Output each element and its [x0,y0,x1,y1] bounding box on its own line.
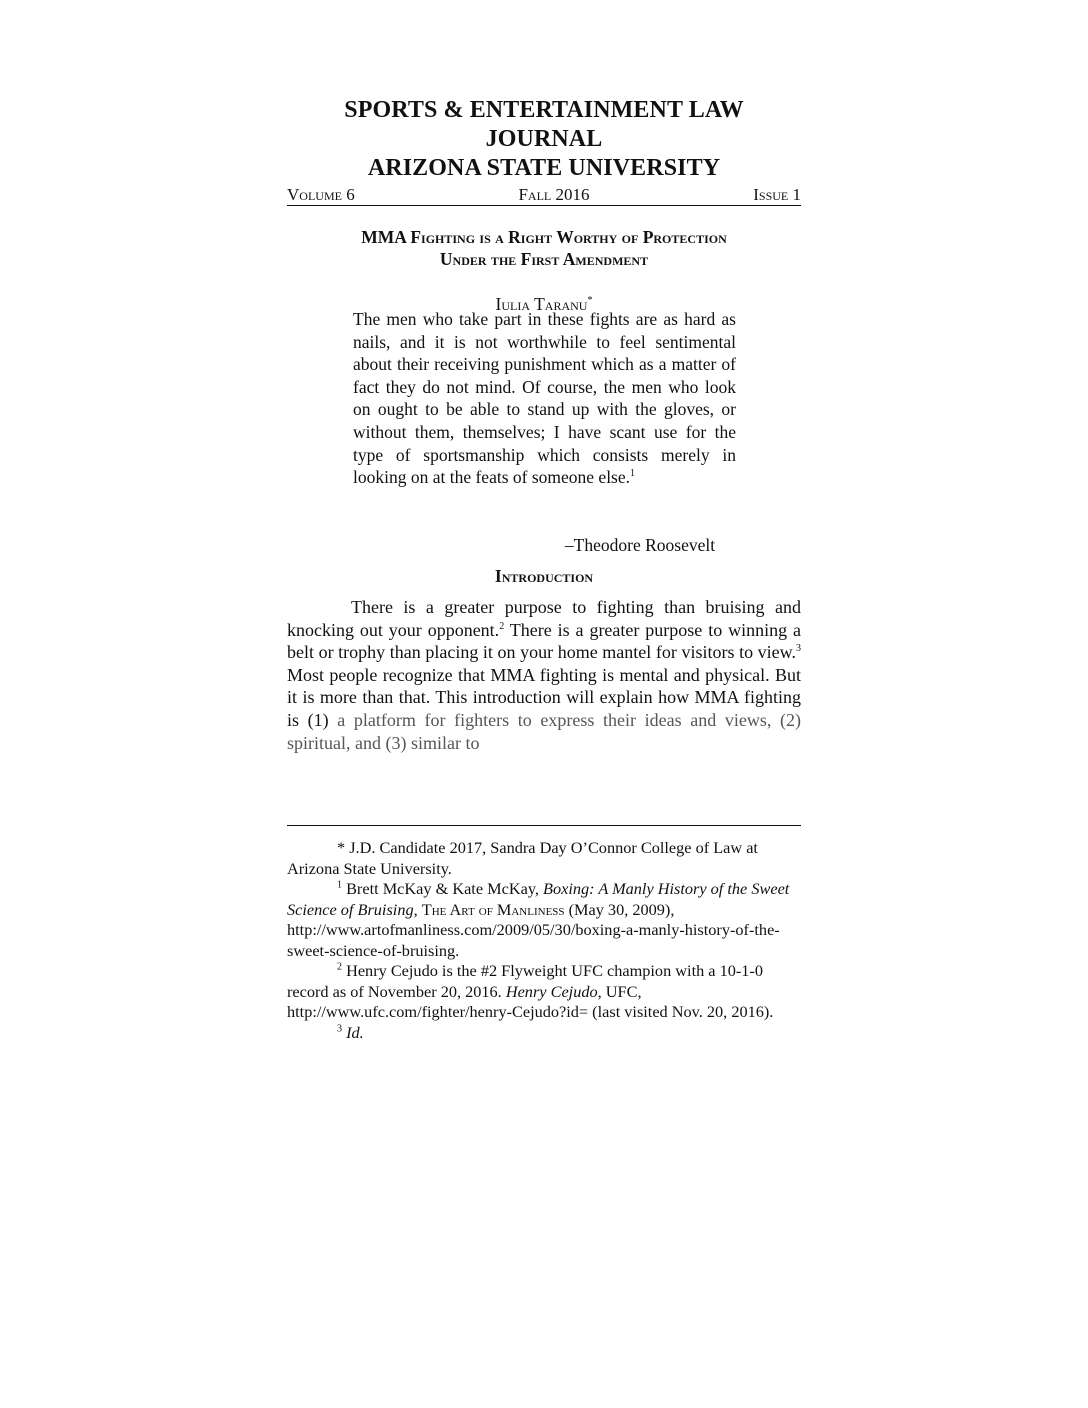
author-footnote-mark: * [587,295,593,307]
footnote-3 [287,1023,801,1044]
footnote-1 [287,879,801,961]
journal-name-line2: ARIZONA STATE UNIVERSITY [367,155,721,181]
epigraph-quote [353,308,736,555]
footnote-ref-2: 2 [499,620,505,632]
footnote-ref-3: 3 [796,643,801,655]
author-name: Iulia Taranu [495,294,588,314]
season-label: Fall 2016 [518,185,590,204]
article-title-line2: Under the First Amendment [439,249,649,269]
footnote-2-title: Henry Cejudo [505,981,598,1001]
epigraph-footnote-mark: 1 [630,468,636,480]
journal-name-line1: SPORTS & ENTERTAINMENT LAW JOURNAL [344,97,744,152]
epigraph-attribution-text: –Theodore Roosevelt [564,535,716,555]
article-title [287,226,801,270]
footnote-divider [287,825,801,826]
body-text-part3: Most people recognize that MMA fighting is mental and physical. But it is more than that. This introduction will explain how MMA fighting is (1) [287,664,801,730]
volume-issue-row [287,183,801,206]
footnote-author-text: J.D. Candidate 2017, Sandra Day O’Connor College of Law at Arizona State University. [287,838,758,878]
body-text-part4: a platform for fighters to express their ideas and views, (2) spiritual, and (3) similar to [287,709,801,753]
footnote-3-text: Id. [346,1022,364,1042]
footnote-1-title: Boxing: A Manly History of the Sweet Science of Bruising [287,879,790,919]
footnote-2-text-a: Henry Cejudo is the #2 Flyweight UFC champion with a 10-1-0 record as of November 20, 2016. [287,961,764,1001]
footnote-2-text-b: , UFC, http://www.ufc.com/fighter/henry-Cejudo?id= (last visited Nov. 20, 2016). [287,981,774,1021]
footnote-1-text-a: Brett McKay & Kate McKay, [342,879,544,898]
epigraph-attribution [353,534,867,557]
epigraph-text: The men who take part in these fights are as hard as nails, and it is not worthwhile to feel sentimental about their receiving punishment which as a matter of fact they do not mind. Of course, the men who look on ought to be able to stand up with the gloves, or without them, themselves; I have scant use for the type of sportsmanship which consists merely in looking on at the feats of someone else. [353,309,736,488]
journal-page [287,96,801,1042]
issue-label: Issue 1 [753,185,801,204]
body-text-part2: There is a greater purpose to winning a belt or trophy than placing it on your home mantel for visitors to view. [287,619,801,663]
footnotes [287,838,801,1043]
footnote-2-mark: 2 [337,961,342,973]
footnote-1-source: The Art of Manliness [421,899,565,919]
footnote-3-mark: 3 [337,1023,342,1035]
volume-label: Volume 6 [287,185,355,204]
footnote-2 [287,961,801,1023]
footnote-1-text-b: , [413,899,422,919]
section-heading: Introduction [494,566,594,586]
footnote-author [287,838,801,879]
body-text-part1: There is a greater purpose to fighting than bruising and knocking out your opponent. [287,597,801,640]
body-paragraph [287,596,801,754]
footnote-1-mark: 1 [337,879,342,891]
journal-name [287,96,801,183]
article-title-line1: MMA Fighting is a Right Worthy of Protection [361,227,727,247]
footnote-1-text-c: (May 30, 2009), http://www.artofmanliness.com/2009/05/30/boxing-a-manly-history-of-the-sweet-science-of-bruising. [287,899,780,960]
footnote-author-mark: * [337,838,346,857]
